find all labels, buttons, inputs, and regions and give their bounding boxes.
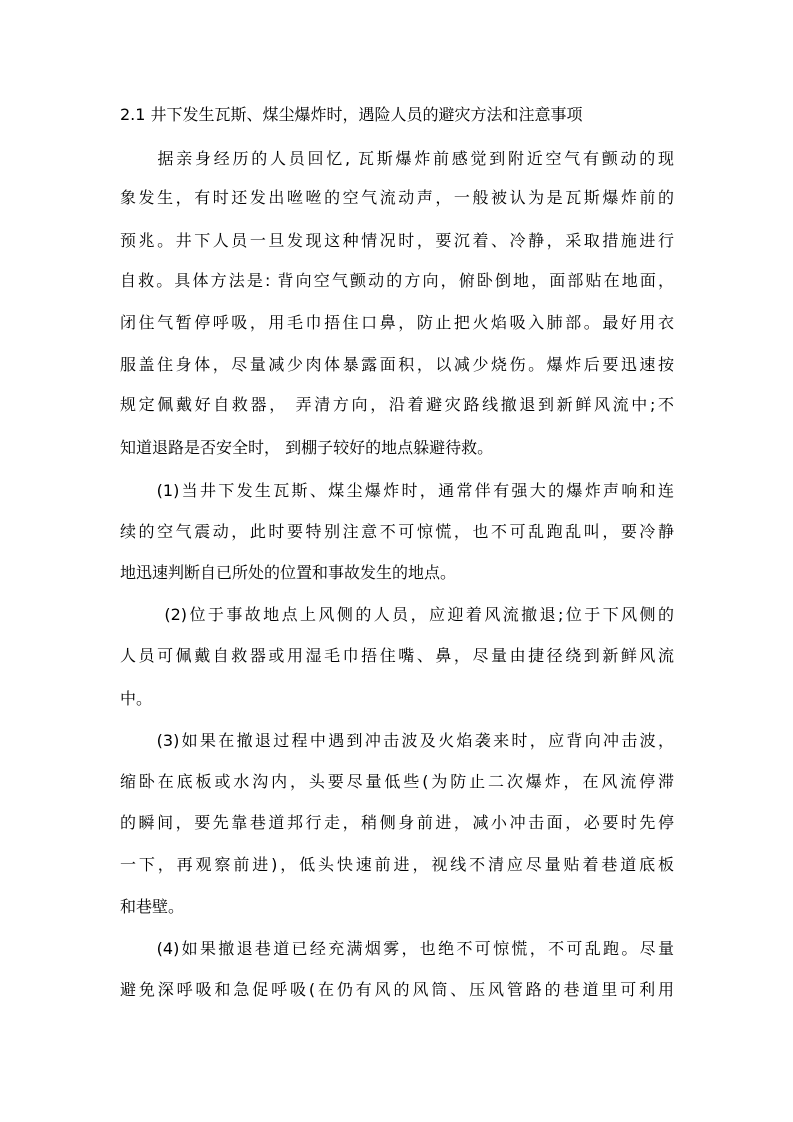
paragraph-1-line-4: 自救。具体方法是: 背向空气颤动的方向，俯卧倒地，面部贴在地面，	[120, 271, 674, 290]
paragraph-4-line-4: 一下，再观察前进)，低头快速前进，视线不清应尽量贴着巷道底板	[120, 855, 674, 874]
section-heading: 2.1 井下发生瓦斯、煤尘爆炸时，遇险人员的避灾方法和注意事项	[120, 105, 583, 124]
paragraph-1-line-8: 知道退路是否安全时， 到棚子较好的地点躲避待救。	[120, 438, 494, 457]
paragraph-1-line-3: 预兆。井下人员一旦发现这种情况时，要沉着、冷静，采取措施进行	[120, 231, 674, 250]
paragraph-4-line-5: 和巷壁。	[120, 897, 185, 916]
paragraph-3-line-3: 中。	[120, 689, 153, 708]
paragraph-1-line-6: 服盖住身体，尽量减少肉体暴露面积，以减少烧伤。爆炸后要迅速按	[120, 355, 674, 374]
paragraph-5-line-2: 避免深呼吸和急促呼吸(在仍有风的风筒、压风管路的巷道里可利用	[120, 980, 674, 999]
paragraph-4-line-2: 缩卧在底板或水沟内，头要尽量低些(为防止二次爆炸，在风流停滞	[120, 772, 674, 791]
paragraph-2-line-1: (1)当井下发生瓦斯、煤尘爆炸时，通常伴有强大的爆炸声响和连	[120, 481, 674, 500]
paragraph-1-line-5: 闭住气暂停呼吸，用毛巾捂住口鼻，防止把火焰吸入肺部。最好用衣	[120, 313, 674, 332]
paragraph-3-line-2: 人员可佩戴自救器或用湿毛巾捂住嘴、鼻，尽量由捷径绕到新鲜风流	[120, 646, 674, 665]
paragraph-1-line-1: 据亲身经历的人员回忆, 瓦斯爆炸前感觉到附近空气有颤动的现	[120, 149, 674, 168]
paragraph-4-line-1: (3)如果在撤退过程中遇到冲击波及火焰袭来时，应背向冲击波，	[120, 731, 674, 750]
paragraph-2-line-3: 地迅速判断自已所处的位置和事故发生的地点。	[120, 563, 457, 582]
paragraph-2-line-2: 续的空气震动，此时要特别注意不可惊慌，也不可乱跑乱叫，要冷静	[120, 522, 674, 541]
paragraph-1-line-7: 规定佩戴好自救器， 弄清方向，沿着避灾路线撤退到新鲜风流中;不	[120, 395, 674, 414]
paragraph-3-line-1: (2)位于事故地点上风侧的人员，应迎着风流撤退;位于下风侧的	[120, 605, 674, 624]
paragraph-5-line-1: (4)如果撤退巷道已经充满烟雾，也绝不可惊慌，不可乱跑。尽量	[120, 939, 674, 958]
paragraph-1-line-2: 象发生，有时还发出咝咝的空气流动声，一般被认为是瓦斯爆炸前的	[120, 188, 674, 207]
paragraph-4-line-3: 的瞬间，要先靠巷道邦行走，稍侧身前进，减小冲击面，必要时先停	[120, 813, 674, 832]
